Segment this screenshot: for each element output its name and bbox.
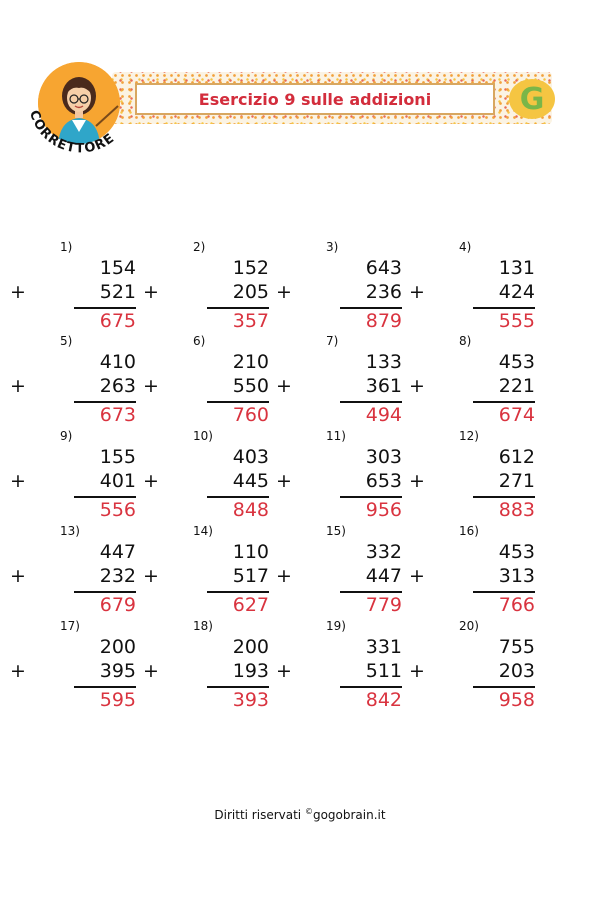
problem-number: 19) [326,619,346,633]
plus-sign: + [10,660,26,682]
problem-number: 7) [326,334,339,348]
sum-line [473,307,535,309]
first-addend: 210 [232,351,269,373]
plus-sign: + [276,375,292,397]
sum-line [207,496,269,498]
problem-8 [409,334,535,426]
problem-5 [10,334,136,426]
plus-sign: + [409,565,425,587]
second-addend: 232 [99,565,136,587]
first-addend: 154 [99,257,136,279]
second-addend-row [276,565,402,587]
second-addend-row [143,565,269,587]
problem-number: 18) [193,619,213,633]
second-addend: 517 [232,565,269,587]
problem-16 [409,524,535,616]
first-addend: 453 [498,541,535,563]
plus-sign: + [143,470,159,492]
sum-line [74,401,136,403]
problem-number: 8) [459,334,472,348]
problem-number: 10) [193,429,213,443]
second-addend-row [143,470,269,492]
gogobrain-logo [509,79,555,119]
answer: 879 [365,310,402,332]
second-addend: 193 [232,660,269,682]
problem-number: 14) [193,524,213,538]
problem-number: 12) [459,429,479,443]
problem-number: 9) [60,429,73,443]
sum-line [74,307,136,309]
first-addend: 410 [99,351,136,373]
problem-10 [143,429,269,521]
second-addend: 653 [365,470,402,492]
plus-sign: + [10,281,26,303]
corrector-label [0,0,160,170]
second-addend: 521 [99,281,136,303]
sum-line [473,496,535,498]
second-addend-row [409,565,535,587]
sum-line [207,591,269,593]
footer-site: gogobrain.it [312,808,386,822]
second-addend: 550 [232,375,269,397]
answer: 673 [99,404,136,426]
first-addend: 303 [365,446,402,468]
logo-letter: G [519,81,545,117]
second-addend: 401 [99,470,136,492]
problem-number: 13) [60,524,80,538]
problem-11 [276,429,402,521]
answer: 674 [498,404,535,426]
problem-20 [409,619,535,711]
sum-line [340,686,402,688]
sum-line [207,686,269,688]
problem-9 [10,429,136,521]
answer: 956 [365,499,402,521]
plus-sign: + [10,470,26,492]
first-addend: 200 [99,636,136,658]
sum-line [74,496,136,498]
answer: 595 [99,689,136,711]
answer: 679 [99,594,136,616]
footer-text: Diritti riservati [214,808,305,822]
plus-sign: + [409,281,425,303]
problem-6 [143,334,269,426]
corrector-text: CORRETTORE [25,108,118,157]
plus-sign: + [143,375,159,397]
problem-3 [276,240,402,332]
answer: 958 [498,689,535,711]
problem-number: 15) [326,524,346,538]
answer: 494 [365,404,402,426]
plus-sign: + [10,565,26,587]
sum-line [74,591,136,593]
plus-sign: + [409,470,425,492]
problem-18 [143,619,269,711]
answer: 760 [232,404,269,426]
answer: 555 [498,310,535,332]
copyright-symbol: © [304,807,313,816]
plus-sign: + [409,375,425,397]
sum-line [340,401,402,403]
plus-sign: + [10,375,26,397]
first-addend: 643 [365,257,402,279]
second-addend: 205 [232,281,269,303]
second-addend: 203 [498,660,535,682]
plus-sign: + [143,281,159,303]
answer: 779 [365,594,402,616]
second-addend-row [10,281,136,303]
second-addend-row [276,470,402,492]
first-addend: 447 [99,541,136,563]
answer: 842 [365,689,402,711]
first-addend: 200 [232,636,269,658]
second-addend: 445 [232,470,269,492]
second-addend-row [10,375,136,397]
first-addend: 403 [232,446,269,468]
second-addend-row [10,660,136,682]
sum-line [473,591,535,593]
second-addend-row [143,660,269,682]
sum-line [74,686,136,688]
problem-number: 17) [60,619,80,633]
title-box [135,83,495,115]
second-addend-row [276,375,402,397]
first-addend: 612 [498,446,535,468]
plus-sign: + [276,470,292,492]
first-addend: 155 [99,446,136,468]
plus-sign: + [409,660,425,682]
answer: 627 [232,594,269,616]
first-addend: 331 [365,636,402,658]
second-addend-row [409,281,535,303]
problem-number: 20) [459,619,479,633]
problem-number: 4) [459,240,472,254]
second-addend: 511 [365,660,402,682]
second-addend-row [409,660,535,682]
answer: 883 [498,499,535,521]
sum-line [207,307,269,309]
sum-line [207,401,269,403]
plus-sign: + [276,660,292,682]
problem-14 [143,524,269,616]
second-addend: 424 [498,281,535,303]
sum-line [340,591,402,593]
sum-line [340,307,402,309]
problem-number: 6) [193,334,206,348]
problem-7 [276,334,402,426]
problem-12 [409,429,535,521]
first-addend: 332 [365,541,402,563]
answer: 556 [99,499,136,521]
second-addend: 263 [99,375,136,397]
problem-number: 16) [459,524,479,538]
first-addend: 131 [498,257,535,279]
first-addend: 133 [365,351,402,373]
second-addend-row [276,660,402,682]
second-addend: 313 [498,565,535,587]
answer: 675 [99,310,136,332]
second-addend: 221 [498,375,535,397]
first-addend: 110 [232,541,269,563]
problem-13 [10,524,136,616]
sum-line [473,401,535,403]
problem-17 [10,619,136,711]
answer: 393 [232,689,269,711]
plus-sign: + [276,281,292,303]
problem-1 [10,240,136,332]
second-addend-row [409,470,535,492]
second-addend: 395 [99,660,136,682]
problem-number: 1) [60,240,73,254]
problem-number: 3) [326,240,339,254]
page-title: Esercizio 9 sulle addizioni [198,89,432,109]
second-addend: 447 [365,565,402,587]
first-addend: 453 [498,351,535,373]
second-addend-row [143,281,269,303]
first-addend: 755 [498,636,535,658]
problem-number: 2) [193,240,206,254]
answer: 766 [498,594,535,616]
second-addend-row [10,470,136,492]
problem-number: 11) [326,429,346,443]
sum-line [340,496,402,498]
problem-19 [276,619,402,711]
second-addend-row [409,375,535,397]
first-addend: 152 [232,257,269,279]
sum-line [473,686,535,688]
plus-sign: + [276,565,292,587]
plus-sign: + [143,660,159,682]
answer: 357 [232,310,269,332]
footer [0,807,600,822]
second-addend-row [276,281,402,303]
problem-2 [143,240,269,332]
second-addend: 361 [365,375,402,397]
problem-number: 5) [60,334,73,348]
second-addend: 271 [498,470,535,492]
svg-text:CORRETTORE [26,109,118,157]
second-addend-row [143,375,269,397]
plus-sign: + [143,565,159,587]
problem-15 [276,524,402,616]
second-addend-row [10,565,136,587]
second-addend: 236 [365,281,402,303]
answer: 848 [232,499,269,521]
problem-4 [409,240,535,332]
